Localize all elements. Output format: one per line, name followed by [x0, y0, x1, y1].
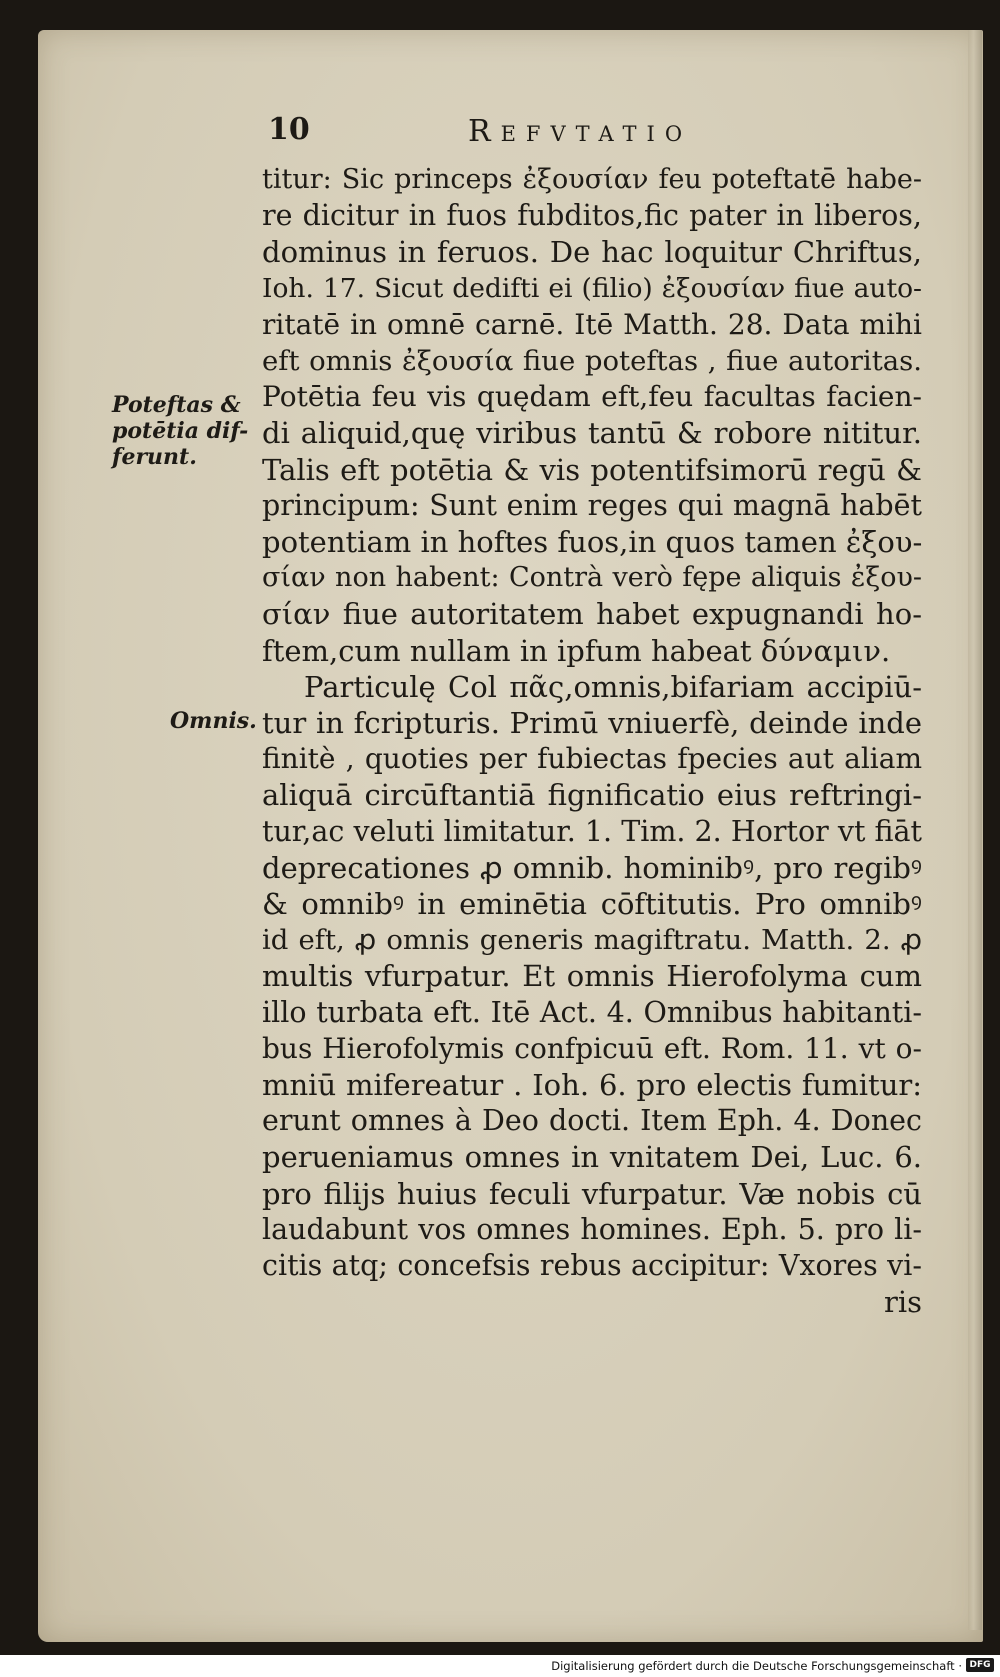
text-line: & omnibꝰ in eminētia cōftitutis. Pro omnibꝰ: [262, 887, 922, 922]
text-line: deprecationes ꝓ omnib. hominibꝰ, pro regibꝰ: [262, 850, 922, 885]
text-line: titur: Sic princeps ἐξουσίαν feu poteftatē habe-: [262, 164, 922, 195]
text-line: id eft, ꝓ omnis generis magiftratu. Matth. 2. ꝓ: [262, 924, 922, 957]
margin-note-omnis: Omnis.: [170, 708, 257, 734]
margin-note-line: Poteftas &: [112, 392, 241, 418]
page-number: 10: [268, 112, 310, 147]
catchword: ris: [883, 1285, 922, 1320]
text-line: laudabunt vos omnes homines. Eph. 5. pro li-: [262, 1212, 922, 1246]
margin-note-potestas: [112, 392, 262, 470]
text-line: σίαν non habent: Contrà verò fępe aliquis ἐξου-: [262, 562, 922, 594]
text-line: dominus in feruos. De hac loquitur Chriftus,: [262, 235, 922, 270]
text-line: σίαν fiue autoritatem habet expugnandi ho-: [262, 597, 922, 632]
text-line: Potētia feu vis quędam eft,feu facultas facien-: [262, 380, 922, 414]
body-text: [262, 162, 922, 1321]
text-line: mniū mifereatur . Ioh. 6. pro electis fumitur:: [262, 1068, 922, 1103]
text-line: di aliquid,quę viribus tantū & robore nititur.: [262, 416, 922, 451]
text-line: potentiam in hoftes fuos,in quos tamen ἐξου-: [262, 525, 922, 560]
text-line: bus Hierofolymis confpicuū eft. Rom. 11. vt o-: [262, 1031, 922, 1065]
text-line: pro filijs huius feculi vfurpatur. Væ nobis cū: [262, 1176, 922, 1211]
text-line: multis vfurpatur. Et omnis Hierofolyma cum: [262, 959, 922, 994]
text-line: finitè , quoties per fubiectas fpecies aut aliam: [262, 742, 922, 776]
text-line: eft omnis ἐξουσία fiue poteftas , fiue autoritas.: [262, 345, 922, 378]
text-line: ftem,cum nullam in ipfum habeat δύναμιν.: [262, 633, 891, 668]
text-line: citis atq; concefsis rebus accipitur: Vxores vi-: [262, 1249, 922, 1283]
text-line: Talis eft potētia & vis potentifsimorū regū &: [262, 452, 922, 487]
text-line: Particulę Col πᾶς,omnis,bifariam accipiū-: [304, 669, 922, 704]
margin-note-line: ferunt.: [112, 444, 197, 470]
page-header: [268, 112, 768, 162]
text-line: principum: Sunt enim reges qui magnā habēt: [262, 488, 922, 522]
page-edge: [968, 30, 982, 1630]
text-line: illo turbata eft. Itē Act. 4. Omnibus habitanti-: [262, 995, 922, 1029]
text-line: erunt omnes à Deo docti. Item Eph. 4. Donec: [262, 1104, 922, 1138]
text-line: perueniamus omnes in vnitatem Dei, Luc. 6.: [262, 1140, 922, 1175]
text-line: tur,ac veluti limitatur. 1. Tim. 2. Hortor vt fiāt: [262, 814, 922, 848]
text-line: ritatē in omnē carnē. Itē Matth. 28. Data mihi: [262, 307, 922, 341]
text-line: aliquā circūftantiā fignificatio eius reftringi-: [262, 778, 922, 813]
text-line: re dicitur in fuos fubditos,fic pater in liberos,: [262, 199, 922, 233]
footer-credit: Digitalisierung gefördert durch die Deutsche Forschungsgemeinschaft ·: [551, 1659, 962, 1673]
dfg-logo: DFG: [966, 1658, 994, 1672]
text-line: tur in fcripturis. Primū vniuerfè, deinde inde: [262, 706, 922, 741]
margin-note-line: potētia dif-: [112, 418, 249, 444]
text-line: Ioh. 17. Sicut dedifti ei (filio) ἐξουσίαν fiue auto-: [262, 272, 922, 304]
running-head: Refvtatio: [468, 114, 693, 149]
